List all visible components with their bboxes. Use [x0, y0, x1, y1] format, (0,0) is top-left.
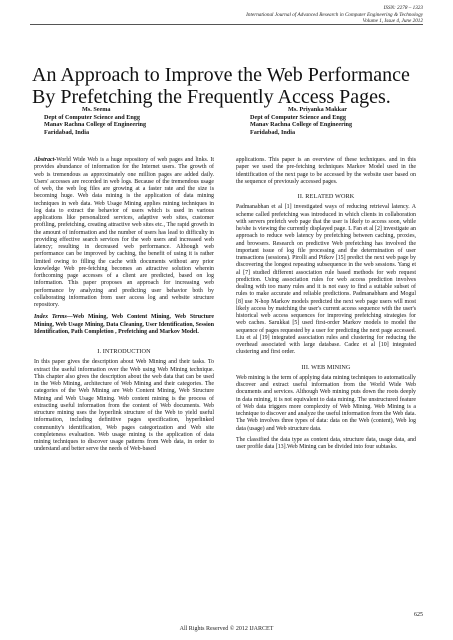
journal-header — [246, 5, 423, 25]
right-column — [236, 157, 416, 453]
author-block-2 — [250, 106, 352, 136]
related-paragraph: Padmanabhan et al [1] investigated ways of reducing retrieval latency. A scheme called prefetching was introduced in which clients in collaboration with servers prefetch web page that the user is likely to access soon, while he/she is viewing the currently displayed page. L Fan et al [2] investigate an approach to reduce web latency by prefetching between caching, proxies, and browsers. Research on predictive Web prefetching has involved the important issue of log file processing and the determination of user transactions (sessions). Pirolli and Pitkov [15] predict the next web page by discovering the longest repeating subsequence in the web sessions. Yang et al [7] studied different association rule based methods for web request prediction. Using association rules for web access prediction involves dealing with too many rules and it is not easy to find a suitable subset of rules to make accurate and reliable predictions. Padmanabham and Mogul [8] use N-hop Markov models predicted the next web page users will most likely access by matching the user's current access sequence with the user's historical web access sequences for improving prefetching strategies for web caches. Sarukkai [5] used first-order Markov models to model the sequence of pages requested by a user for predicting the next page accessed. Liu et al [19] integrated association rules and clustering for reducing the overhead associated with large database. Cadez et al [10] integrated clustering and first order. — [236, 204, 416, 356]
author-place: Faridabad, India — [250, 128, 296, 136]
index-terms-label: Index Terms — [34, 314, 67, 321]
intro-continuation: applications. This paper is an overview of these techniques. and in this paper we used the pre-fetching techniques Markov Model used in the identification of the next page to be accessed by the website user based on the sequence of previously accessed pages. — [236, 157, 416, 185]
paper-title: An Approach to Improve the Web Performance By Prefetching the Frequently Access Pages. — [32, 64, 410, 108]
journal-name: International Journal of Advanced Research in Computer Engineering & Technology — [246, 11, 423, 18]
author-name: Ms. Seema — [82, 106, 111, 113]
author-college: Manav Rachna College of Engineering — [44, 121, 147, 129]
volume-text: Volume 1, Issue 4, June 2012 — [362, 18, 423, 25]
index-terms-text: —Web Mining, Web Content Mining, Web Structure Mining, Web Usage Mining, Data Cleaning, User Identification, Session Identification, Path Completion , Prefetching and Markov Model. — [34, 314, 214, 335]
author-dept: Dept of Computer Science and Engg — [44, 113, 140, 121]
author-place: Faridabad, India — [44, 128, 90, 136]
page-number: 625 — [414, 612, 423, 618]
author-name: Ms. Priyanka Makkar — [288, 106, 347, 113]
author-block-1 — [44, 106, 146, 136]
webmining-paragraph-1: Web mining is the term of applying data mining techniques to automatically discover and extract useful information from the World Wide Web documents and services. Although Web mining puts down the roots deeply in data mining, it is not equivalent to data mining. The unstructured feature of Web data triggers more complexity of Web Mining. Web Mining is a technique to discover and analyze the useful information from the Web data. The Web involves three types of data: data on the Web (content), Web log data (usage) and Web structure data. — [236, 374, 416, 432]
header-rule — [30, 24, 423, 25]
author-dept: Dept of Computer Science and Engg — [250, 113, 346, 121]
abstract-label: Abstract- — [34, 157, 57, 163]
related-heading: II. RELATED WORK — [297, 193, 355, 200]
webmining-heading: III. WEB MINING — [301, 363, 351, 371]
intro-paragraph: In this paper gives the description about Web Mining and their tasks. To extract the useful information over the Web using Web Mining technique. This chapter also gives the description about the web data that can be used in the Web Mining, architecture of Web Mining and their categories. The categories of the Web Mining are Web Content Mining, Web Structure Mining and Web Usage Mining. Web content mining is the process of extracting useful information from the content of Web documents. Web structure mining uses the hyperlink structure of the Web to yield useful information, including definitive pages specification, hyperlinked community's identification, Web pages categorization and Web site completeness evaluation. Web usage mining is the application of data mining techniques to discover usage patterns from Web data, in order to understand and better serve the needs of Web-based — [34, 359, 214, 453]
intro-heading: I. INTRODUCTION — [97, 348, 151, 355]
abstract — [34, 157, 214, 309]
webmining-paragraph-2: The classified the data type as content data, structure data, usage data, and user profile data [13].Web Mining can be divided into four subtasks. — [236, 436, 416, 450]
author-college: Manav Rachna College of Engineering — [250, 121, 353, 129]
left-column — [34, 157, 214, 456]
abstract-text: World Wide Web is a huge repository of web pages and links. It provides abundance of information for the Internet users. The growth of web is tremendous as approximately one million pages are added daily. Users' accesses are recorded in web logs. Because of the tremendous usage of web, the web log files are growing at a faster rate and the size is becoming huge. Web data mining is the application of data mining techniques in web data. Web Usage Mining applies mining techniques in log data to extract the behavior of users which is used in various applications like personalized services, adaptive web sites, customer profiling, prefetching, creating attractive web sites etc., The rapid growth in the amount of information and the number of users has lead to difficulty in providing effective search services for the web users and increased web latency; resulting in decreased web performance. Although web performance can be improved by caching, the benefit of using it is rather limited owing to filling the cache with documents without any prior knowledge Web pre-fetching becomes an attractive solution wherein forthcoming page accesses of a client are predicted, based on log information. This paper proposes an approach for increasing web performance by analyzing and predicting user behavior both by collaborating information from user access log and website structure repository. — [34, 157, 214, 308]
index-terms — [34, 314, 214, 336]
page-footer: All Rights Reserved © 2012 IJARCET — [179, 626, 274, 632]
issn-text: ISSN: 2278 – 1323 — [383, 5, 423, 11]
